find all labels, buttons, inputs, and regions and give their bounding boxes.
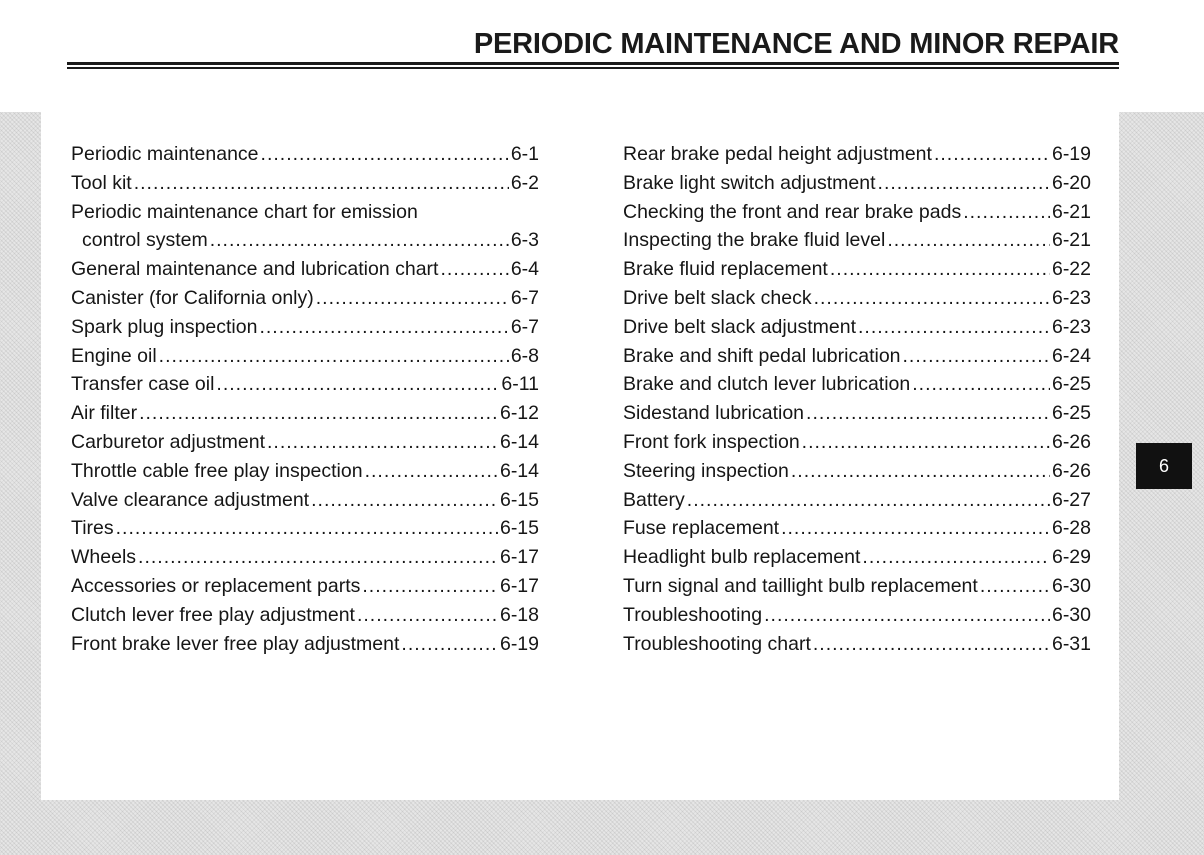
dot-leader: [862, 543, 1050, 572]
toc-entry-title: Valve clearance adjustment: [71, 488, 310, 511]
toc-entry[interactable]: [623, 370, 1091, 399]
toc-entry[interactable]: [71, 457, 539, 486]
toc-entry[interactable]: [623, 140, 1091, 169]
toc-entry-page: 6-3: [510, 229, 539, 252]
toc-entry-title: Tires: [71, 517, 114, 540]
toc-line: [623, 370, 1091, 399]
toc-entry-title: Sidestand lubrication: [623, 402, 805, 425]
toc-entry-title: Carburetor adjustment: [71, 430, 266, 453]
toc-entry-title: Periodic maintenance: [71, 143, 259, 165]
toc-line: [71, 284, 539, 313]
toc-entry[interactable]: [71, 428, 539, 457]
toc-entry[interactable]: [623, 457, 1091, 486]
toc-entry-title: Clutch lever free play adjustment: [71, 603, 355, 626]
dot-leader: [980, 572, 1050, 601]
dot-leader: [139, 399, 498, 428]
page-title: PERIODIC MAINTENANCE AND MINOR REPAIR: [473, 28, 1119, 60]
toc-entry-title: Troubleshooting chart: [623, 632, 811, 655]
toc-entry[interactable]: [71, 601, 539, 630]
toc-entry-page: 6-22: [1051, 258, 1091, 281]
toc-entry-page: 6-30: [1051, 603, 1091, 626]
toc-entry[interactable]: [71, 169, 539, 198]
toc-entry-page: 6-19: [1051, 143, 1091, 165]
dot-leader: [903, 342, 1050, 371]
toc-line: [71, 630, 539, 659]
title-rule-thin: [67, 67, 1119, 69]
dot-leader: [362, 572, 498, 601]
toc-entry[interactable]: [623, 514, 1091, 543]
toc-entry-page: 6-11: [501, 373, 539, 396]
toc-line: [623, 342, 1091, 371]
toc-entry-title: Air filter: [71, 402, 138, 425]
toc-entry-title: Front fork inspection: [623, 430, 800, 453]
toc-line: [623, 169, 1091, 198]
toc-entry[interactable]: [623, 198, 1091, 227]
toc-entry[interactable]: [71, 370, 539, 399]
toc-line: [71, 313, 539, 342]
title-rule-thick: [67, 62, 1119, 65]
dot-leader: [791, 457, 1050, 486]
toc-entry-title: Brake and clutch lever lubrication: [623, 373, 911, 396]
toc-line: [71, 140, 539, 169]
toc-entry-page: 6-7: [510, 315, 539, 338]
toc-line: [71, 255, 539, 284]
toc-entry-page: 6-8: [510, 344, 539, 367]
toc-entry-title: Battery: [623, 488, 685, 511]
toc-entry-page: 6-21: [1051, 200, 1091, 223]
dot-leader: [357, 601, 498, 630]
toc-entry[interactable]: [71, 399, 539, 428]
dot-leader: [440, 255, 508, 284]
toc-entry-title: control system: [82, 229, 208, 252]
toc-entry-title: Steering inspection: [623, 459, 789, 482]
toc-entry-title: Brake fluid replacement: [623, 258, 828, 281]
toc-line: [71, 428, 539, 457]
toc-entry-title: Brake light switch adjustment: [623, 171, 876, 194]
toc-entry-title: Spark plug inspection: [71, 315, 258, 338]
toc-entry-title: Drive belt slack adjustment: [623, 315, 857, 338]
toc-line: [623, 428, 1091, 457]
toc-entry[interactable]: [623, 255, 1091, 284]
toc-entry-title: Troubleshooting: [623, 603, 763, 626]
toc-entry[interactable]: [623, 543, 1091, 572]
toc-line: [71, 486, 539, 515]
toc-line: [71, 572, 539, 601]
toc-entry-page: 6-24: [1051, 344, 1091, 367]
toc-line: [71, 342, 539, 371]
toc-line: [71, 370, 539, 399]
toc-entry-page: 6-29: [1051, 546, 1091, 569]
toc-entry-page: 6-25: [1051, 402, 1091, 425]
dot-leader: [216, 370, 499, 399]
toc-entry-title: Transfer case oil: [71, 373, 215, 396]
toc-entry-title: Engine oil: [71, 344, 157, 367]
toc-entry[interactable]: [623, 284, 1091, 313]
toc-entry-page: 6-15: [499, 517, 539, 540]
toc-right-column: [623, 140, 1091, 658]
toc-entry-page: 6-23: [1051, 315, 1091, 338]
toc-entry-page: 6-14: [499, 430, 539, 453]
toc-entry[interactable]: [623, 572, 1091, 601]
toc-line: [623, 572, 1091, 601]
toc-line: [623, 543, 1091, 572]
dot-leader: [259, 313, 508, 342]
toc-entry-page: 6-20: [1051, 171, 1091, 194]
toc-entry-title: Turn signal and taillight bulb replacement: [623, 574, 978, 597]
toc-entry[interactable]: [623, 486, 1091, 515]
toc-entry-title: Tool kit: [71, 171, 132, 194]
toc-line: [623, 140, 1091, 169]
toc-entry-page: 6-7: [510, 286, 539, 309]
toc-entry-page: 6-18: [499, 603, 539, 626]
toc-entry[interactable]: [71, 255, 539, 284]
toc-line: [71, 514, 539, 543]
toc-left-column: [71, 140, 539, 658]
toc-entry-title: Headlight bulb replacement: [623, 546, 861, 569]
toc-line: [623, 399, 1091, 428]
toc-entry-title-line1: Periodic maintenance chart for emission: [71, 200, 418, 223]
dot-leader: [134, 169, 509, 198]
dot-leader: [878, 169, 1050, 198]
toc-line: [71, 399, 539, 428]
toc-entry-title: Rear brake pedal height adjustment: [623, 143, 932, 165]
toc-entry-page: 6-26: [1051, 430, 1091, 453]
toc-entry[interactable]: [71, 630, 539, 659]
toc-entry[interactable]: [71, 284, 539, 313]
toc-entry-page: 6-17: [499, 546, 539, 569]
chapter-tab[interactable]: 6: [1136, 443, 1192, 489]
toc-entry[interactable]: [623, 313, 1091, 342]
toc-line: [71, 457, 539, 486]
toc-entry-title: Inspecting the brake fluid level: [623, 229, 886, 252]
toc-line: [623, 601, 1091, 630]
toc-entry-page: 6-30: [1051, 574, 1091, 597]
dot-leader: [764, 601, 1050, 630]
toc-entry[interactable]: [623, 428, 1091, 457]
toc-entry-page: 6-31: [1051, 632, 1091, 655]
toc-line: [623, 313, 1091, 342]
dot-leader: [210, 226, 509, 255]
toc-entry-title: Accessories or replacement parts: [71, 574, 361, 597]
dot-leader: [311, 486, 498, 515]
toc-line: [623, 255, 1091, 284]
toc-line: [623, 486, 1091, 515]
toc-entry-page: 6-12: [499, 402, 539, 425]
dot-leader: [912, 370, 1050, 399]
toc-line: [71, 169, 539, 198]
toc-entry[interactable]: [71, 543, 539, 572]
toc-entry-title: Wheels: [71, 546, 137, 569]
dot-leader: [138, 543, 498, 572]
dot-leader: [116, 514, 498, 543]
toc-entry-page: 6-23: [1051, 286, 1091, 309]
dot-leader: [781, 514, 1050, 543]
toc-entry[interactable]: [71, 198, 539, 256]
dot-leader: [267, 428, 498, 457]
toc-entry-title: Brake and shift pedal lubrication: [623, 344, 901, 367]
toc-entry[interactable]: [71, 140, 539, 169]
toc-line: [71, 543, 539, 572]
toc-entry[interactable]: [623, 169, 1091, 198]
toc-entry-page: 6-19: [499, 632, 539, 655]
toc-entry[interactable]: [623, 226, 1091, 255]
dot-leader: [687, 486, 1050, 515]
dot-leader: [858, 313, 1050, 342]
toc-entry-page: 6-1: [510, 143, 539, 165]
toc-line: [71, 226, 539, 255]
toc-line: [623, 284, 1091, 313]
toc-entry[interactable]: [71, 342, 539, 371]
toc-entry-title: Fuse replacement: [623, 517, 780, 540]
toc-entry[interactable]: [623, 399, 1091, 428]
dot-leader: [814, 284, 1050, 313]
toc-line: [623, 226, 1091, 255]
toc-line: [71, 601, 539, 630]
toc-entry-page: 6-27: [1051, 488, 1091, 511]
toc-entry-page: 6-17: [499, 574, 539, 597]
dot-leader: [316, 284, 509, 313]
toc-entry-title: Throttle cable free play inspection: [71, 459, 363, 482]
toc-entry-page: 6-4: [510, 258, 539, 281]
dot-leader: [261, 140, 509, 169]
toc-entry[interactable]: [71, 514, 539, 543]
toc-entry-title: Checking the front and rear brake pads: [623, 200, 962, 223]
toc-entry[interactable]: [623, 601, 1091, 630]
toc-entry[interactable]: [623, 342, 1091, 371]
toc-line: [623, 198, 1091, 227]
dot-leader: [802, 428, 1050, 457]
toc-entry-title: General maintenance and lubrication chart: [71, 258, 439, 281]
toc-entry-title: Canister (for California only): [71, 286, 314, 309]
dot-leader: [887, 226, 1050, 255]
toc-entry[interactable]: [71, 572, 539, 601]
dot-leader: [963, 198, 1050, 227]
toc-entry[interactable]: [623, 630, 1091, 659]
toc-entry-page: 6-15: [499, 488, 539, 511]
toc-entry-page: 6-14: [499, 459, 539, 482]
toc-entry-title: Drive belt slack check: [623, 286, 812, 309]
dot-leader: [830, 255, 1050, 284]
toc-line: [623, 457, 1091, 486]
dot-leader: [813, 630, 1050, 659]
toc-line: [623, 514, 1091, 543]
toc-entry-page: 6-21: [1051, 229, 1091, 252]
toc-line: [623, 630, 1091, 659]
toc-entry-page: 6-26: [1051, 459, 1091, 482]
dot-leader: [806, 399, 1050, 428]
toc-entry-page: 6-2: [510, 171, 539, 194]
toc-entry[interactable]: [71, 486, 539, 515]
toc-entry[interactable]: [71, 313, 539, 342]
toc-entry-page: 6-25: [1051, 373, 1091, 396]
dot-leader: [159, 342, 509, 371]
toc-entry-title: Front brake lever free play adjustment: [71, 632, 400, 655]
dot-leader: [365, 457, 498, 486]
dot-leader: [934, 140, 1050, 169]
dot-leader: [401, 630, 498, 659]
toc-entry-page: 6-28: [1051, 517, 1091, 540]
